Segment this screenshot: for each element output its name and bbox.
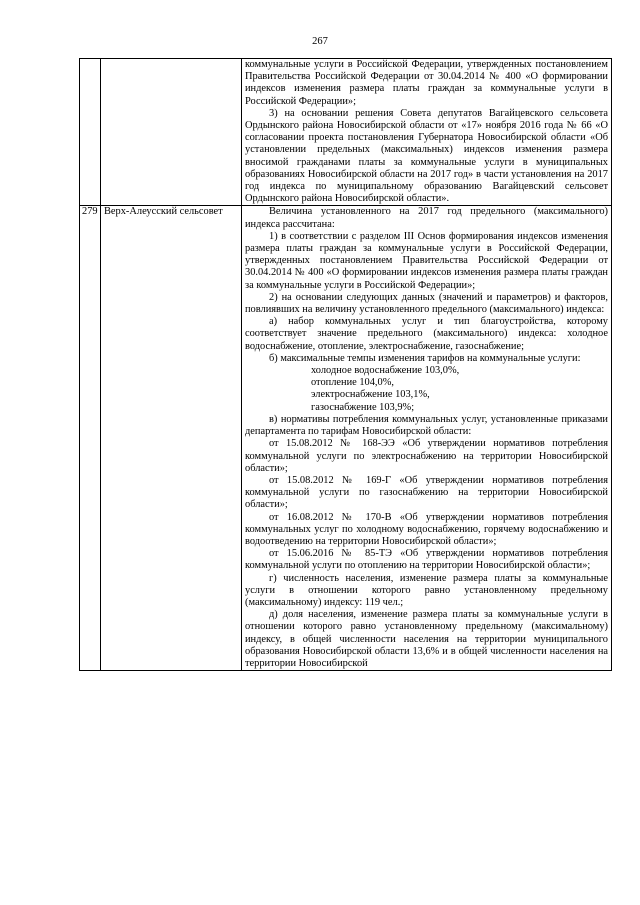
paragraph: от 15.06.2016 № 85-ТЭ «Об утверждении нормативов потребления коммунальной услуги по отоплению на территории Новосибирской области»;	[245, 548, 608, 572]
table-row	[80, 206, 612, 671]
paragraph: 2) на основании следующих данных (значений и параметров) и факторов, повлиявших на величину установленного предельного (максимального) индекса:	[245, 291, 608, 316]
paragraph: Величина установленного на 2017 год предельного (максимального) индекса рассчитана:	[245, 206, 608, 230]
paragraph: б) максимальные темпы изменения тарифов на коммунальные услуги:	[269, 352, 581, 364]
paragraph: от 16.08.2012 № 170-В «Об утверждении нормативов потребления коммунальных услуг по холодному водоснабжению, горячему водоснабжению и водоотведению на территории Новосибирской области»;	[245, 511, 608, 547]
tariff-item: отопление 104,0%,	[311, 377, 394, 389]
page-number: 267	[312, 36, 328, 47]
paragraph: 1) в соответствии с разделом III Основ формирования индексов изменения размера платы граждан за коммунальные услуги в Российской Федерации, утвержденных постановлением Правительства Российской Федерации от 30.04.2014 № 400 «О формировании индексов изменения размера платы граждан за коммунальные услуги в Российской Федерации»;	[245, 230, 608, 291]
tariff-item: газоснабжение 103,9%;	[311, 401, 415, 413]
paragraph: в) нормативы потребления коммунальных услуг, установленные приказами департамента по тарифам Новосибирской области:	[245, 413, 608, 438]
paragraph: г) численность населения, изменение размера платы за коммунальные услуги в отношении которого равно установленному предельному (максимальному) индексу: 119 чел.;	[245, 572, 608, 608]
row-number-cell: 279	[80, 206, 101, 671]
tariff-item: электроснабжение 103,1%,	[311, 389, 430, 401]
paragraph: коммунальные услуги в Российской Федерации, утвержденных постановлением Правительства Российской Федерации от 30.04.2014 № 400 «О формировании индексов изменения размера платы граждан за коммунальные услуги в Российской Федерации»;	[245, 59, 608, 107]
description-cell	[242, 206, 612, 671]
table-row	[80, 59, 612, 206]
paragraph: а) набор коммунальных услуг и тип благоустройства, которому соответствует значение предельного (максимального) индекса: холодное водоснабжение, отопление, электроснабжение, газоснабжение;	[245, 316, 608, 352]
paragraph: от 15.08.2012 № 169-Г «Об утверждении нормативов потребления коммунальной услуги по газоснабжению на территории Новосибирской области»;	[245, 474, 608, 511]
index-table	[79, 58, 612, 671]
description-cell	[242, 59, 612, 206]
paragraph: д) доля населения, изменение размера платы за коммунальные услуги в отношении которого равно установленному предельному (максимальному) индексу, в общей численности населения на территории муниципального образования Новосибирской области 13,6% и в общей численности населения на территории Новосибирской	[245, 609, 608, 669]
paragraph: от 15.08.2012 № 168-ЭЭ «Об утверждении нормативов потребления коммунальной услуги по электроснабжению на территории Новосибирской области»;	[245, 438, 608, 474]
municipality-cell	[101, 59, 242, 206]
row-number-cell	[80, 59, 101, 206]
municipality-cell: Верх-Алеусский сельсовет	[101, 206, 242, 671]
tariff-item: холодное водоснабжение 103,0%,	[311, 365, 460, 377]
tariff-list	[245, 365, 608, 414]
paragraph: 3) на основании решения Совета депутатов Вагайцевского сельсовета Ордынского района Новосибирской области от «17» ноября 2016 года № 66 «О согласовании проекта постановления Губернатора Новосибирской области «Об установлении предельных (максимальных) индексов изменения размера вносимой гражданами платы за коммунальные услуги в муниципальных образованиях Новосибирской области на 2017 год» в части установления на 2017 год индекса по муниципальному образованию Вагайцевский сельсовет Ордынского района Новосибирской области».	[245, 107, 608, 205]
